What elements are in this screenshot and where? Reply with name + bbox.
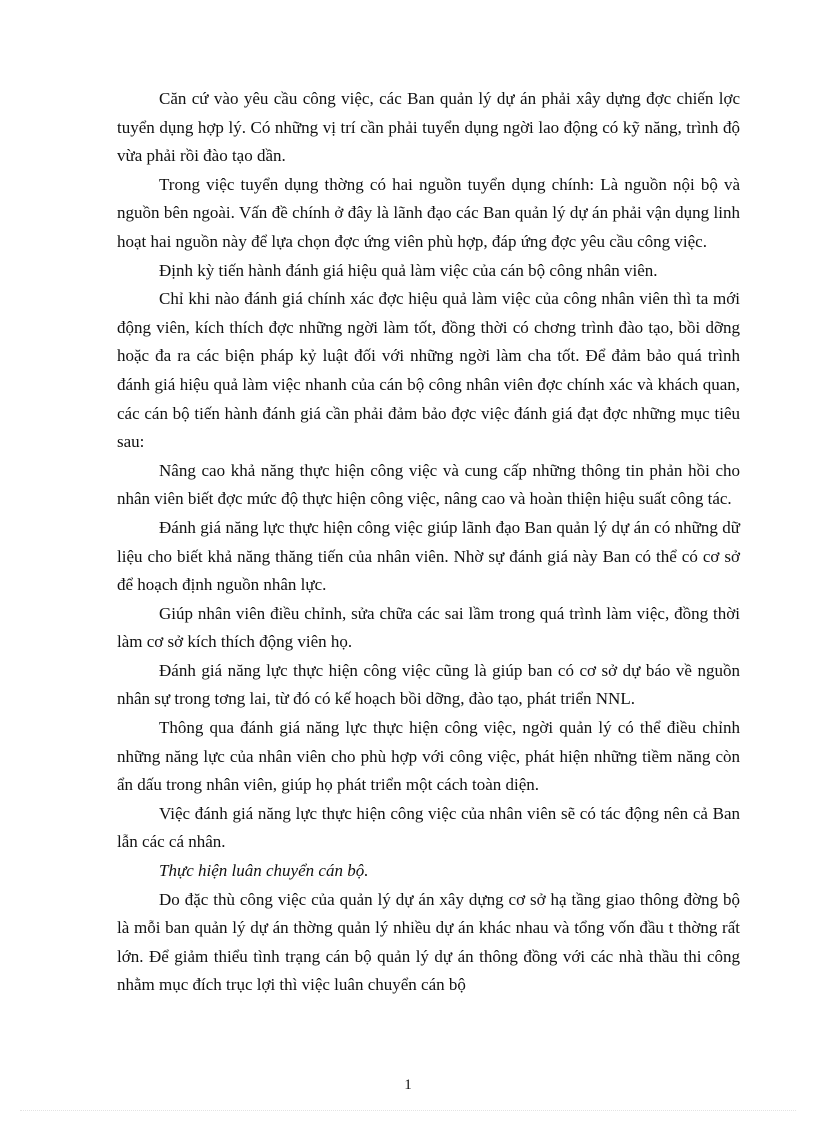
paragraph-evaluation-accuracy: Chỉ khi nào đánh giá chính xác đợc hiệu quả làm việc của công nhân viên thì ta mới động viên, kích thích đợc những ngời làm tốt, đồng thời có chơng trình đào tạo, bồi dỡng hoặc đa ra các biện pháp kỷ luật đối với những ngời làm cha tốt. Để đảm bảo quá trình đánh giá hiệu quả làm việc nhanh của cán bộ công nhân viên đợc chính xác và khách quan, các cán bộ tiến hành đánh giá cần phải đảm bảo đợc việc đánh giá đạt đợc những mục tiêu sau: bbox=[117, 289, 740, 452]
paragraph-objective-forecast: Đánh giá năng lực thực hiện công việc cũng là giúp ban có cơ sở dự báo về nguồn nhân sự trong tơng lai, từ đó có kế hoạch bồi dỡng, đào tạo, phát triển NNL. bbox=[117, 660, 740, 709]
paragraph-evaluation-impact: Việc đánh giá năng lực thực hiện công việc của nhân viên sẽ có tác động nên cả Ban lẫn các cá nhân. bbox=[117, 803, 740, 852]
paragraph-staff-rotation: Do đặc thù công việc của quản lý dự án xây dựng cơ sở hạ tầng giao thông đờng bộ là mỗi ban quản lý dự án thờng quản lý nhiều dự án khác nhau và tổng vốn đầu t thờng rất lớn. Để giảm thiểu tình trạng cán bộ quản lý dự án thông đồng với các nhà thầu thi công nhằm mục đích trục lợi thì việc luân chuyển cán bộ bbox=[117, 889, 740, 995]
paragraph-objective-correction: Giúp nhân viên điều chỉnh, sửa chữa các sai lầm trong quá trình làm việc, đồng thời làm cơ sở kích thích động viên họ. bbox=[117, 603, 740, 652]
page-bottom-divider bbox=[20, 1110, 796, 1111]
document-body bbox=[117, 85, 740, 1000]
paragraph-recruitment-strategy: Căn cứ vào yêu cầu công việc, các Ban quản lý dự án phải xây dựng đợc chiến lợc tuyển dụng hợp lý. Có những vị trí cần phải tuyển dụng ngời lao động có kỹ năng, trình độ vừa phải rồi đào tạo dần. bbox=[117, 89, 740, 166]
paragraph-objective-promotion: Đánh giá năng lực thực hiện công việc giúp lãnh đạo Ban quản lý dự án có những dữ liệu cho biết khả năng thăng tiến của nhân viên. Nhờ sự đánh giá này Ban có thể có cơ sở để hoạch định nguồn nhân lực. bbox=[117, 517, 740, 595]
section-heading-staff-rotation: Thực hiện luân chuyển cán bộ. bbox=[159, 861, 369, 881]
paragraph-recruitment-sources: Trong việc tuyển dụng thờng có hai nguồn tuyển dụng chính: Là nguồn nội bộ và nguồn bên ngoài. Vấn đề chính ở đây là lãnh đạo các Ban quản lý dự án phải vận dụng linh hoạt hai nguồn này để lựa chọn đợc ứng viên phù hợp, đáp ứng đợc yêu cầu công việc. bbox=[117, 174, 740, 251]
paragraph-objective-feedback: Nâng cao khả năng thực hiện công việc và cung cấp những thông tin phản hồi cho nhân viên biết đợc mức độ thực hiện công việc, nâng cao và hoàn thiện hiệu suất công tác. bbox=[117, 460, 740, 509]
paragraph-periodic-evaluation: Định kỳ tiến hành đánh giá hiệu quả làm việc của cán bộ công nhân viên. bbox=[159, 260, 658, 280]
page-number: 1 bbox=[404, 1077, 412, 1093]
paragraph-objective-adjustment: Thông qua đánh giá năng lực thực hiện công việc, ngời quản lý có thể điều chỉnh những năng lực của nhân viên cho phù hợp với công việc, phát hiện những tiềm năng còn ẩn dấu trong nhân viên, giúp họ phát triển một cách toàn diện. bbox=[117, 718, 740, 795]
